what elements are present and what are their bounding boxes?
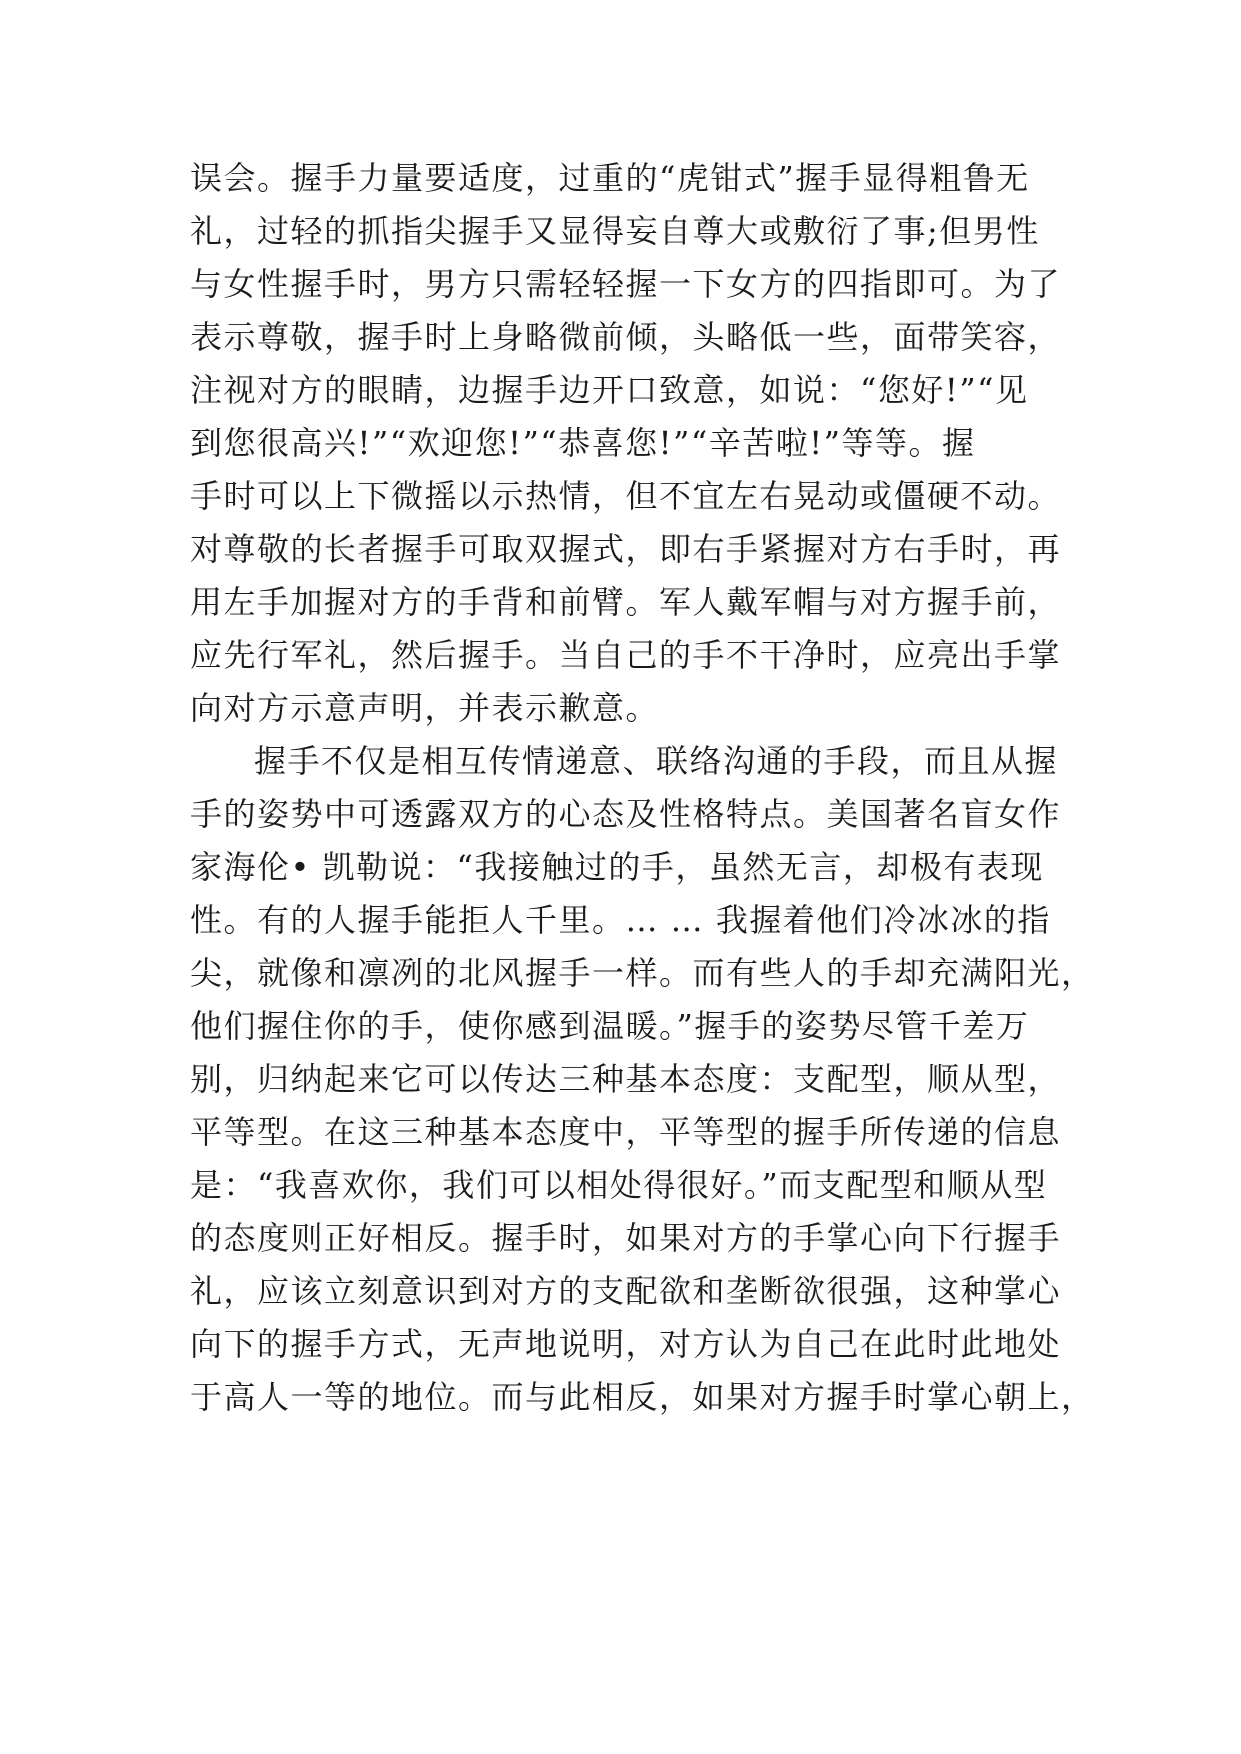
text-line: 礼，过轻的抓指尖握手又显得妄自尊大或敷衍了事;但男性 [190,212,1040,250]
text-line: 手时可以上下微摇以示热情，但不宜左右晃动或僵硬不动。 [190,477,1062,515]
paragraph-2 [190,735,1095,1424]
text-line: 向下的握手方式，无声地说明，对方认为自己在此时此地处 [190,1325,1062,1363]
text-line: 礼，应该立刻意识到对方的支配欲和垄断欲很强，这种掌心 [190,1272,1062,1310]
text-line: 到您很高兴!”“欢迎您!”“恭喜您!”“辛苦啦!”等等。握 [190,424,976,462]
text-line: 家海伦• 凯勒说：“我接触过的手，虽然无言，却极有表现 [190,848,1044,886]
text-line: 对尊敬的长者握手可取双握式，即右手紧握对方右手时，再 [190,530,1062,568]
text-line: 的态度则正好相反。握手时，如果对方的手掌心向下行握手 [190,1219,1062,1257]
text-line: 别，归纳起来它可以传达三种基本态度：支配型，顺从型， [190,1060,1062,1098]
text-line: 误会。握手力量要适度，过重的“虎钳式”握手显得粗鲁无 [190,159,1030,197]
text-line: 于高人一等的地位。而与此相反，如果对方握手时掌心朝上， [190,1378,1095,1416]
paragraph-1 [190,152,1070,735]
text-line: 尖，就像和凛冽的北风握手一样。而有些人的手却充满阳光， [190,954,1095,992]
text-line: 应先行军礼，然后握手。当自己的手不干净时，应亮出手掌 [190,636,1062,674]
text-line: 表示尊敬，握手时上身略微前倾，头略低一些，面带笑容， [190,318,1062,356]
body-text [190,152,1095,1424]
text-line: 注视对方的眼睛，边握手边开口致意，如说：“您好!”“见 [190,371,1029,409]
text-line: 向对方示意声明，并表示歉意。 [190,689,660,727]
text-line: 手的姿势中可透露双方的心态及性格特点。美国著名盲女作 [190,795,1062,833]
text-line: 是：“我喜欢你，我们可以相处得很好。”而支配型和顺从型 [190,1166,1048,1204]
text-line: 握手不仅是相互传情递意、联络沟通的手段，而且从握 [254,742,1059,780]
text-line: 性。有的人握手能拒人千里。… … 我握着他们冷冰冰的指 [190,901,1051,939]
text-line: 他们握住你的手，使你感到温暖。”握手的姿势尽管千差万 [190,1007,1030,1045]
text-line: 平等型。在这三种基本态度中，平等型的握手所传递的信息 [190,1113,1062,1151]
text-line: 与女性握手时，男方只需轻轻握一下女方的四指即可。为了 [190,265,1062,303]
text-line: 用左手加握对方的手背和前臂。军人戴军帽与对方握手前， [190,583,1062,621]
